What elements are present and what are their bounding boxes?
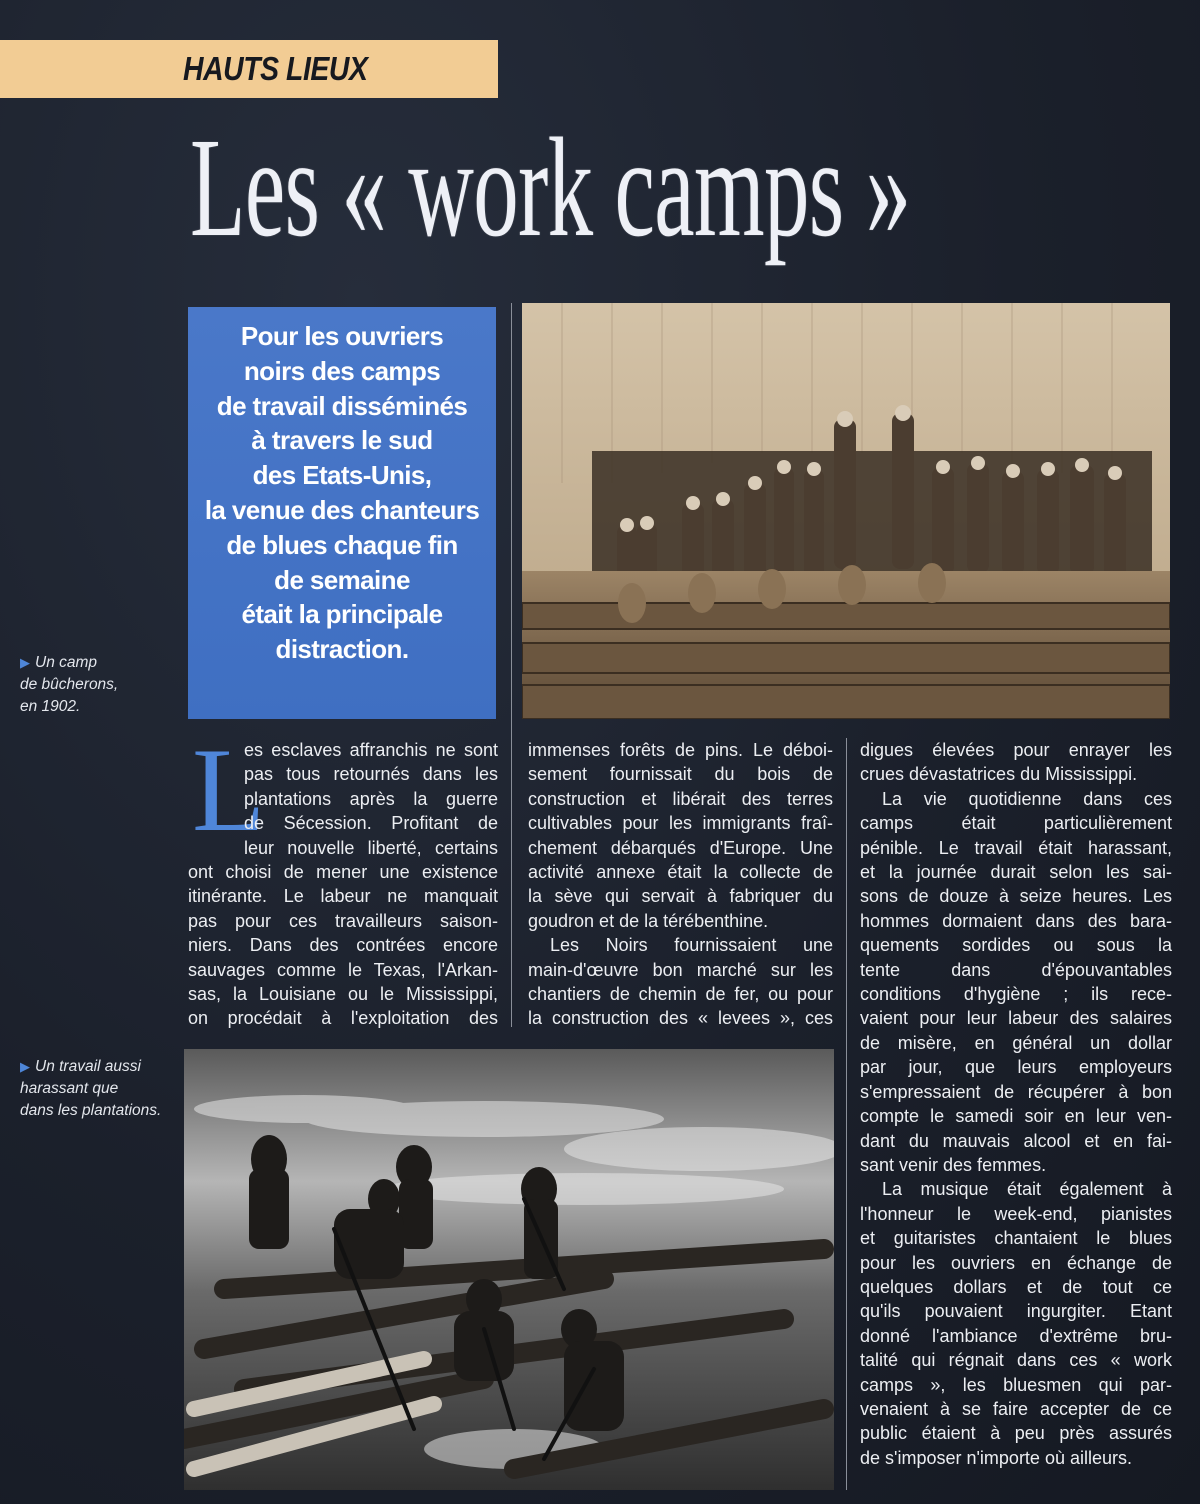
- text-line: crues dévastatrices du Mississippi.: [860, 764, 1138, 785]
- caption-line: Un camp: [35, 654, 98, 671]
- photo-caption: [20, 1056, 180, 1122]
- text-line: digues élevées pour enrayer les: [860, 740, 1172, 760]
- text-line: de s'imposer n'importe où ailleurs.: [860, 1447, 1132, 1468]
- article-column-3: [860, 738, 1172, 1470]
- intro-box: [188, 307, 496, 719]
- caption-arrow-icon: ▶: [20, 655, 30, 670]
- intro-line: de blues chaque fin: [226, 529, 458, 560]
- caption-arrow-icon: ▶: [20, 1059, 30, 1074]
- caption-line: harassant que: [20, 1080, 119, 1097]
- text-line: tente dans d'épouvantables: [860, 959, 1172, 980]
- text-line: sons de douze à seize heures. Les: [860, 886, 1172, 907]
- text-line: et guitaristes chantaient le blues: [860, 1228, 1172, 1249]
- text-line: La musique était également à: [882, 1179, 1172, 1200]
- column-divider: [846, 738, 847, 1490]
- text-line: goudron et de la térébenthine.: [528, 910, 769, 931]
- log-drivers-illustration: [184, 1049, 834, 1490]
- text-line: vaient pour leur labeur des salaires: [860, 1008, 1172, 1029]
- text-line: immenses forêts de pins. Le déboi-: [528, 740, 833, 760]
- text-line: donné l'ambiance d'extrême bru-: [860, 1325, 1172, 1346]
- text-line: quements sordides ou sous la: [860, 935, 1172, 956]
- text-line: ont choisi de mener une existence: [188, 862, 498, 883]
- text-line: sement fournissait du bois de: [528, 764, 833, 785]
- caption-line: de bûcherons,: [20, 676, 119, 693]
- text-line: camps », les bluesmen qui par-: [860, 1374, 1172, 1395]
- intro-line: des Etats-Unis,: [252, 460, 432, 491]
- text-line: es esclaves affranchis ne sont: [244, 740, 498, 760]
- text-line: l'honneur le week-end, pianistes: [860, 1203, 1172, 1224]
- text-line: de Sécession. Profitant de: [244, 813, 498, 834]
- text-line: construction et libérait des terres: [528, 788, 833, 809]
- text-line: pas tous retournés dans les: [244, 764, 498, 785]
- text-line: s'empressaient de récupérer à bon: [860, 1081, 1172, 1102]
- lumber-camp-photo: [522, 303, 1170, 719]
- intro-line: noirs des camps: [243, 355, 441, 386]
- text-line: La vie quotidienne dans ces: [882, 788, 1172, 809]
- text-line: venaient à se faire accepter de ce: [860, 1398, 1172, 1419]
- text-line: niers. Dans des contrées encore: [188, 935, 498, 956]
- intro-line: distraction.: [275, 634, 409, 665]
- lumber-camp-illustration: [522, 303, 1170, 719]
- text-line: la sève qui servait à fabriquer du: [528, 886, 833, 907]
- text-line: itinérante. Le labeur ne manquait: [188, 886, 498, 907]
- article-column-2: [528, 738, 833, 1031]
- text-line: leur nouvelle liberté, certains: [244, 837, 498, 858]
- text-line: chement débarqués d'Europe. Une: [528, 837, 833, 858]
- section-tag: [0, 40, 498, 98]
- caption-line: en 1902.: [20, 698, 81, 715]
- column-divider: [511, 303, 512, 1027]
- text-line: main-d'œuvre bon marché sur les: [528, 959, 833, 980]
- intro-line: de semaine: [274, 564, 410, 595]
- intro-line: était la principale: [241, 599, 443, 630]
- text-line: on procédait à l'exploitation des: [188, 1008, 498, 1029]
- text-line: sas, la Louisiane ou le Mississippi,: [188, 984, 498, 1005]
- intro-line: Pour les ouvriers: [240, 321, 444, 351]
- text-line: et la journée durait selon les sai-: [860, 862, 1172, 883]
- page-title: Les « work camps »: [190, 108, 911, 266]
- text-line: de misère, en général un dollar: [860, 1032, 1172, 1053]
- intro-line: à travers le sud: [251, 425, 433, 456]
- text-line: pas pour ces travailleurs saison-: [188, 910, 498, 931]
- text-line: Les Noirs fournissaient une: [550, 935, 833, 956]
- caption-line: dans les plantations.: [20, 1102, 162, 1119]
- article-column-1: [188, 738, 498, 1031]
- text-line: talité qui régnait dans ces « work: [860, 1350, 1172, 1371]
- text-line: sauvages comme le Texas, l'Arkan-: [188, 959, 498, 980]
- text-line: quelques dollars et de tout ce: [860, 1276, 1172, 1297]
- text-line: plantations après la guerre: [244, 788, 498, 809]
- text-line: activité annexe était la collecte de: [528, 862, 833, 883]
- text-line: sant venir des femmes.: [860, 1154, 1047, 1175]
- caption-line: Un travail aussi: [35, 1058, 141, 1075]
- photo-caption: [20, 652, 160, 718]
- intro-line: la venue des chanteurs: [204, 494, 480, 525]
- log-drivers-photo: [184, 1049, 834, 1490]
- text-line: dant du mauvais alcool et en fai-: [860, 1130, 1172, 1151]
- text-line: par jour, que leurs employeurs: [860, 1057, 1172, 1078]
- text-line: camps était particulièrement: [860, 813, 1172, 834]
- intro-text: [196, 319, 488, 667]
- text-line: pour les ouvriers en échange de: [860, 1252, 1172, 1273]
- text-line: cultivables pour les immigrants fraî-: [528, 813, 833, 834]
- text-line: pénible. Le travail était harassant,: [860, 837, 1172, 858]
- text-line: hommes dormaient dans des bara-: [860, 910, 1172, 931]
- text-line: conditions d'hygiène ; ils rece-: [860, 984, 1172, 1005]
- text-line: chantiers de chemin de fer, ou pour: [528, 984, 833, 1005]
- drop-cap: L: [192, 723, 266, 856]
- text-line: public étaient à peu près assurés: [860, 1423, 1172, 1444]
- text-line: qu'ils pouvaient ingurgiter. Etant: [860, 1301, 1172, 1322]
- section-tag-label: HAUTS LIEUX: [183, 50, 368, 87]
- intro-line: de travail disséminés: [216, 390, 468, 421]
- text-line: compte le samedi soir en leur ven-: [860, 1106, 1172, 1127]
- text-line: la construction des « levees », ces: [528, 1008, 833, 1029]
